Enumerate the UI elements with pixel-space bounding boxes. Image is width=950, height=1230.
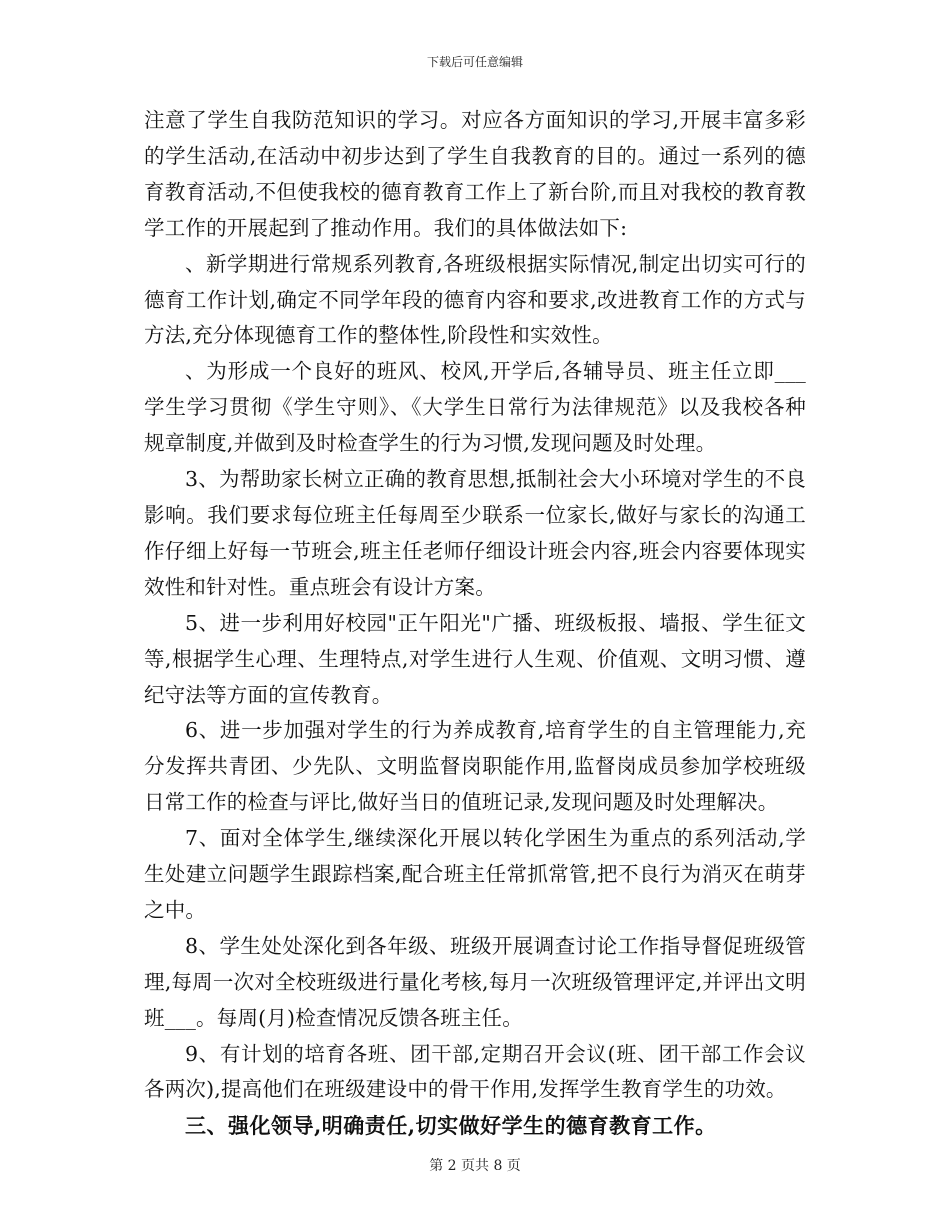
paragraph-item-5: 5、进一步利用好校园"正午阳光"广播、班级板报、墙报、学生征文等,根据学生心理、生理特点,对学生进行人生观、价值观、文明习惯、遵纪守法等方面的宣传教育。 bbox=[144, 610, 806, 707]
page-footer: 第 2 页共 8 页 bbox=[429, 1158, 521, 1174]
paragraph-item-1: 、新学期进行常规系列教育,各班级根据实际情况,制定出切实可行的德育工作计划,确定不同学年段的德育内容和要求,改进教育工作的方式与方法,充分体现德育工作的整体性,阶段性和实效性。 bbox=[144, 251, 806, 348]
paragraph-item-9: 9、有计划的培育各班、团干部,定期召开会议(班、团干部工作会议各两次),提高他们在班级建设中的骨干作用,发挥学生教育学生的功效。 bbox=[144, 1041, 806, 1102]
paragraph-item-3: 3、为帮助家长树立正确的教育思想,抵制社会大小环境对学生的不良影响。我们要求每位班主任每周至少联系一位家长,做好与家长的沟通工作仔细上好每一节班会,班主任老师仔细设计班会内容,班会内容要体现实效性和针对性。重点班会有设计方案。 bbox=[144, 467, 806, 599]
paragraph-item-8: 8、学生处处深化到各年级、班级开展调查讨论工作指导督促班级管理,每周一次对全校班级进行量化考核,每月一次班级管理评定,并评出文明班___。每周(月)检查情况反馈各班主任。 bbox=[144, 933, 806, 1030]
section-heading: 三、强化领导,明确责任,切实做好学生的德育教育工作。 bbox=[185, 1113, 717, 1139]
paragraph-intro: 注意了学生自我防范知识的学习。对应各方面知识的学习,开展丰富多彩的学生活动,在活动中初步达到了学生自我教育的目的。通过一系列的德育教育活动,不但使我校的德育教育工作上了新台阶,而且对我校的教育教学工作的开展起到了推动作用。我们的具体做法如下: bbox=[144, 108, 806, 240]
paragraph-item-6: 6、进一步加强对学生的行为养成教育,培育学生的自主管理能力,充分发挥共青团、少先队、文明监督岗职能作用,监督岗成员参加学校班级日常工作的检查与评比,做好当日的值班记录,发现问题及时处理解决。 bbox=[144, 718, 806, 815]
page-header: 下载后可任意编辑 bbox=[426, 55, 523, 69]
paragraph-item-2: 、为形成一个良好的班风、校风,开学后,各辅导员、班主任立即___学生学习贯彻《学生守则》、《大学生日常行为法律规范》以及我校各种规章制度,并做到及时检查学生的行为习惯,发现问题及时处理。 bbox=[144, 359, 806, 456]
body-text bbox=[144, 103, 806, 1144]
paragraph-item-7: 7、面对全体学生,继续深化开展以转化学困生为重点的系列活动,学生处建立问题学生跟踪档案,配合班主任常抓常管,把不良行为消灭在萌芽之中。 bbox=[144, 826, 806, 922]
